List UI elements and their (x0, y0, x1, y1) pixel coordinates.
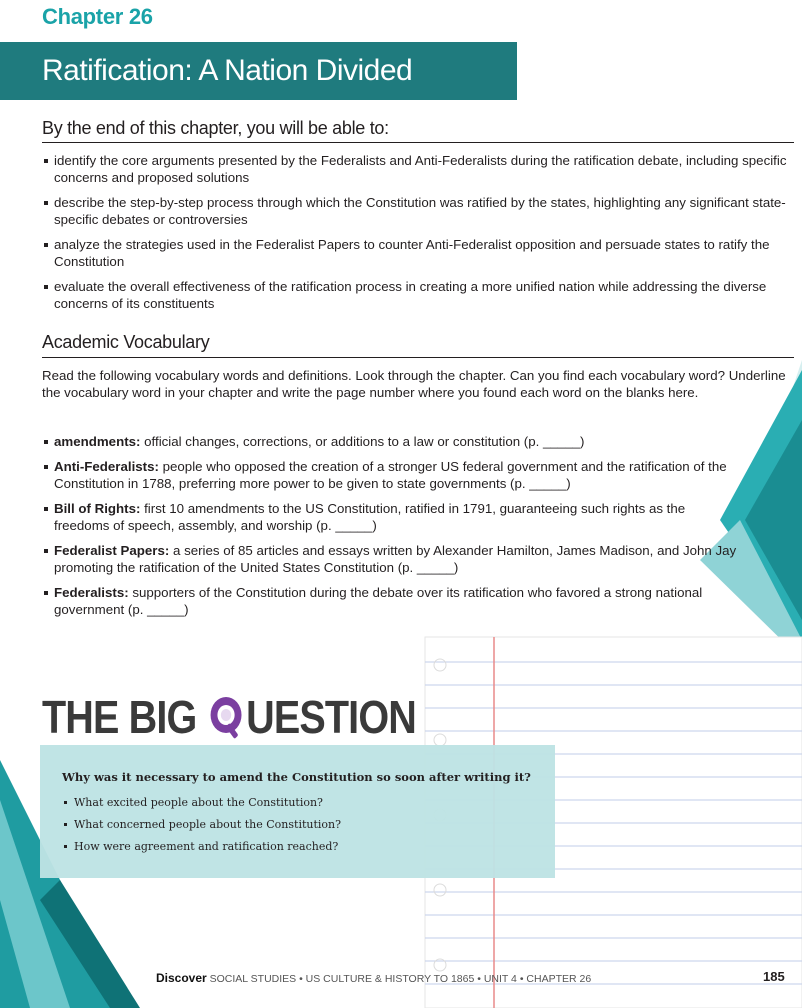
vocab-term: Bill of Rights: (54, 501, 141, 516)
list-item: How were agreement and ratification reached? (62, 839, 341, 854)
vocab-item (42, 500, 742, 534)
objectives-heading: By the end of this chapter, you will be able to: (42, 118, 389, 138)
list-item: What excited people about the Constitution? (62, 795, 341, 810)
vocab-term: Anti-Federalists: (54, 459, 159, 474)
big-question-title-part2: UESTION (246, 691, 416, 743)
vocabulary-heading: Academic Vocabulary (42, 332, 210, 352)
title-banner (0, 42, 517, 100)
objectives-list (42, 152, 792, 320)
big-question-title (42, 690, 416, 744)
vocab-definition: a series of 85 articles and essays written by Alexander Hamilton, James Madison, and John Jay promoting the ratification of the United States Constitution (p. _____) (54, 543, 737, 575)
vocab-item (42, 433, 742, 450)
list-item: What concerned people about the Constitution? (62, 817, 341, 832)
chapter-label: Chapter 26 (42, 4, 153, 29)
big-question-list (62, 795, 341, 861)
vocabulary-list (42, 433, 742, 626)
objectives-divider (42, 142, 794, 143)
vocab-definition: people who opposed the creation of a stronger US federal government and the ratification of the Constitution in 1788, preferring more power to be given to state governments (p. _____) (54, 459, 727, 491)
vocab-item (42, 458, 742, 492)
footer (156, 971, 591, 985)
footer-brand: Discover (156, 971, 207, 985)
vocab-definition: supporters of the Constitution during the debate over its ratification who favored a strong national government (p. _____) (54, 585, 703, 617)
vocab-item (42, 542, 742, 576)
vocab-term: Federalists: (54, 585, 129, 600)
list-item: analyze the strategies used in the Federalist Papers to counter Anti-Federalist opposition and persuade states to ratify the Constitution (42, 236, 792, 270)
page-number: 185 (763, 969, 785, 984)
chapter-title: Ratification: A Nation Divided (42, 54, 413, 87)
vocab-definition: first 10 amendments to the US Constitution, ratified in 1791, guaranteeing such rights as the freedoms of speech, assembly, and worship (p. _____) (54, 501, 686, 533)
footer-text: SOCIAL STUDIES • US CULTURE & HISTORY TO 1865 • UNIT 4 • CHAPTER 26 (206, 973, 592, 985)
big-question-prompt: Why was it necessary to amend the Constitution so soon after writing it? (62, 770, 531, 784)
list-item: describe the step-by-step process through which the Constitution was ratified by the states, highlighting any significant state-specific debates or controversies (42, 194, 792, 228)
vocab-item (42, 584, 742, 618)
big-question-title-part1: THE BIG (42, 691, 207, 743)
vocabulary-intro: Read the following vocabulary words and definitions. Look through the chapter. Can you find each vocabulary word? Underline the vocabulary word in your chapter and write the page number where you found each word on the blanks here. (42, 368, 786, 400)
vocab-term: Federalist Papers: (54, 543, 170, 558)
vocabulary-divider (42, 357, 794, 358)
magnifier-icon (207, 695, 245, 739)
list-item: identify the core arguments presented by the Federalists and Anti-Federalists during the ratification debate, including specific concerns and proposed solutions (42, 152, 792, 186)
vocab-term: amendments: (54, 434, 141, 449)
list-item: evaluate the overall effectiveness of the ratification process in creating a more unified nation while addressing the diverse concerns of its constituents (42, 278, 792, 312)
vocab-definition: official changes, corrections, or additions to a law or constitution (p. _____) (140, 434, 585, 449)
